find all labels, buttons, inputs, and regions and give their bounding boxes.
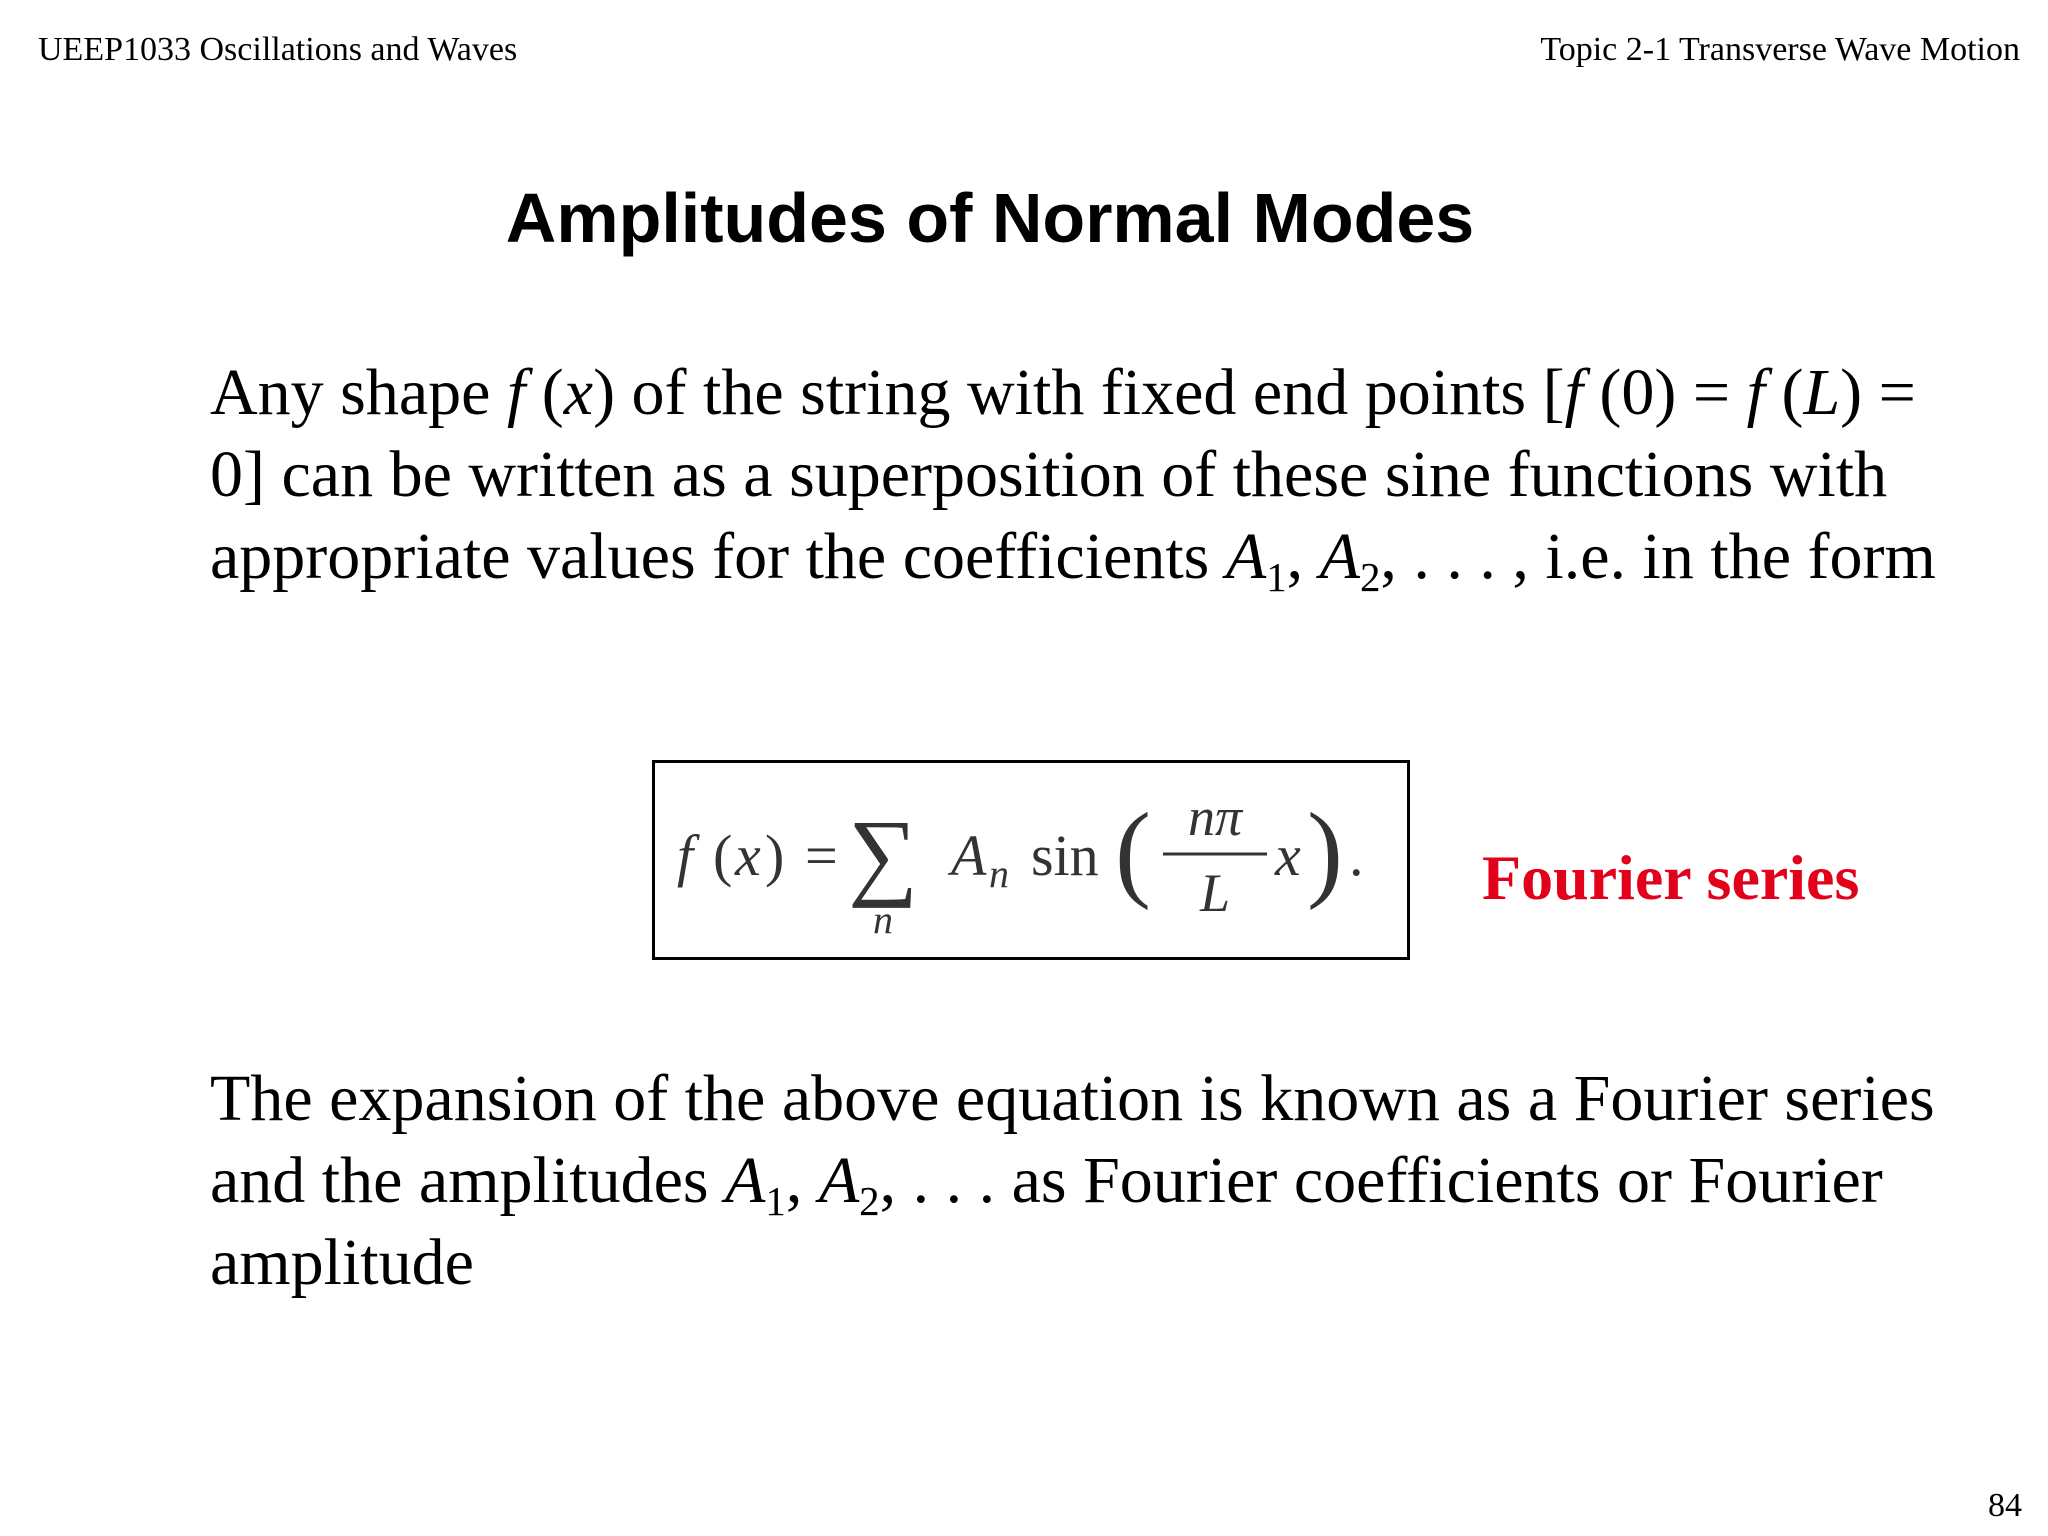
eq-equals: =: [805, 823, 838, 888]
eq-amplitude-sub: n: [989, 851, 1009, 896]
eq-numerator: nπ: [1187, 787, 1243, 847]
eq-period: .: [1349, 823, 1364, 888]
eq-big-open-paren: (: [1115, 792, 1151, 911]
eq-x-arg: x: [735, 823, 761, 888]
eq-x-var: x: [1275, 823, 1301, 888]
page-number: 84: [1988, 1487, 2022, 1524]
eq-sum-index: n: [873, 897, 893, 942]
eq-denominator: L: [1199, 863, 1231, 923]
course-header: UEEP1033 Oscillations and Waves: [38, 31, 518, 68]
eq-amplitude: A: [951, 823, 987, 888]
slide-title: Amplitudes of Normal Modes: [505, 179, 1475, 257]
eq-f: f: [677, 823, 694, 888]
eq-close-paren: ): [765, 823, 785, 888]
fourier-equation-box: [652, 760, 1410, 960]
topic-header: Topic 2-1 Transverse Wave Motion: [1540, 31, 2020, 68]
eq-sum-sign: ∑: [848, 801, 918, 909]
eq-open-paren: (: [713, 823, 733, 888]
intro-paragraph: Any shape f (x) of the string with fixed end points [f (0) = f (L) = 0] can be written as a superposition of these sine functions with appropriate values for the coefficients $A_1$, $A_2$, . . . , i.e. in the form: [210, 356, 1936, 601]
fourier-series-label: Fourier series: [1482, 842, 1860, 913]
eq-sin: sin: [1031, 823, 1099, 888]
explanation-paragraph: The expansion of the above equation is known as a Fourier series and the amplitudes $A_1$, $A_2$, . . . as Fourier coefficients or Fourier amplitude: [210, 1062, 1935, 1299]
fourier-equation: [655, 763, 1413, 963]
eq-big-close-paren: ): [1307, 792, 1343, 911]
